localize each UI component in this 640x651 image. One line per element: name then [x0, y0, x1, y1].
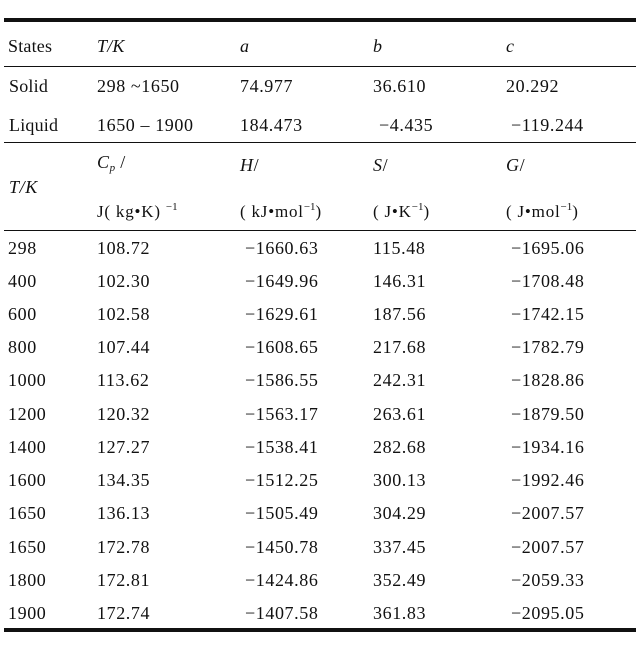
cell-h: −1450.78	[245, 537, 319, 557]
header-s: S/	[373, 155, 389, 175]
cell-h: −1629.61	[245, 304, 319, 324]
cell-g: −2095.05	[511, 603, 585, 623]
cell-h: −1586.55	[245, 370, 319, 390]
cell-g: −1828.86	[511, 370, 585, 390]
cell-h: −1563.17	[245, 404, 319, 424]
cell-s: 146.31	[373, 271, 427, 291]
b-liquid: −4.435	[379, 115, 434, 135]
cell-cp: 108.72	[97, 238, 151, 258]
cell-cp: 102.30	[97, 271, 151, 291]
table-top-rule	[4, 18, 636, 22]
cell-g: −1708.48	[511, 271, 585, 291]
header-b: b	[373, 36, 383, 56]
cell-h: −1407.58	[245, 603, 319, 623]
cell-g: −1742.15	[511, 304, 585, 324]
range-liquid: 1650 – 1900	[97, 115, 194, 135]
cell-s: 304.29	[373, 503, 427, 523]
cell-t: 600	[8, 304, 37, 324]
header-s-unit: ( $J•K^{-1}$)	[373, 201, 430, 221]
cell-g: −1992.46	[511, 470, 585, 490]
cell-t: 1800	[8, 570, 47, 590]
table-bottom-rule	[4, 628, 636, 632]
b-solid: 36.610	[373, 76, 427, 96]
header-t: T/K	[9, 177, 38, 197]
header-divider	[4, 66, 636, 67]
cell-cp: 113.62	[97, 370, 150, 390]
cell-g: −1782.79	[511, 337, 585, 357]
cell-h: −1608.65	[245, 337, 319, 357]
state-solid: Solid	[9, 76, 49, 96]
a-solid: 74.977	[240, 76, 294, 96]
header-temperature: T/K	[97, 36, 125, 56]
header-c: c	[506, 36, 515, 56]
cell-cp: 107.44	[97, 337, 151, 357]
cell-s: 115.48	[373, 238, 426, 258]
cell-t: 1650	[8, 537, 47, 557]
c-solid: 20.292	[506, 76, 560, 96]
cell-t: 1400	[8, 437, 47, 457]
cell-t: 1900	[8, 603, 47, 623]
cell-cp: 134.35	[97, 470, 151, 490]
cell-cp: 127.27	[97, 437, 151, 457]
cell-t: 1200	[8, 404, 47, 424]
cell-h: −1649.96	[245, 271, 319, 291]
header-g-unit: ( J•mol$^{-1}$)	[506, 201, 579, 221]
header-states: States	[8, 36, 53, 56]
cell-g: −1879.50	[511, 404, 585, 424]
cell-g: −1934.16	[511, 437, 585, 457]
header-cp: $C_p$ /	[97, 152, 126, 174]
cell-h: −1512.25	[245, 470, 319, 490]
a-liquid: 184.473	[240, 115, 303, 135]
cell-h: −1660.63	[245, 238, 319, 258]
cell-s: 282.68	[373, 437, 427, 457]
cell-g: −1695.06	[511, 238, 585, 258]
cell-t: 1000	[8, 370, 47, 390]
cell-t: 298	[8, 238, 37, 258]
cell-t: 1600	[8, 470, 47, 490]
cell-s: 263.61	[373, 404, 427, 424]
header-h: H/	[240, 155, 260, 175]
range-solid: 298 ~1650	[97, 76, 180, 96]
cell-cp: 102.58	[97, 304, 151, 324]
cell-t: 1650	[8, 503, 47, 523]
cell-cp: 136.13	[97, 503, 151, 523]
cell-h: −1424.86	[245, 570, 319, 590]
cell-cp: 172.81	[97, 570, 151, 590]
cell-cp: 172.74	[97, 603, 151, 623]
cell-s: 361.83	[373, 603, 427, 623]
cell-cp: 120.32	[97, 404, 151, 424]
header-cp-unit: J( kg•K) $^{-1}$	[97, 201, 178, 221]
header-g: G/	[506, 155, 526, 175]
header-divider-2	[4, 230, 636, 231]
cell-t: 400	[8, 271, 37, 291]
header-a: a	[240, 36, 250, 56]
state-liquid: Liquid	[9, 115, 59, 135]
section-divider	[4, 142, 636, 143]
cell-s: 217.68	[373, 337, 427, 357]
cell-h: −1538.41	[245, 437, 319, 457]
cell-g: −2007.57	[511, 537, 585, 557]
cell-s: 187.56	[373, 304, 427, 324]
cell-s: 337.45	[373, 537, 427, 557]
c-liquid: −119.244	[511, 115, 584, 135]
cell-t: 800	[8, 337, 37, 357]
cell-g: −2059.33	[511, 570, 585, 590]
cell-g: −2007.57	[511, 503, 585, 523]
cell-s: 242.31	[373, 370, 427, 390]
cell-s: 300.13	[373, 470, 427, 490]
cell-h: −1505.49	[245, 503, 319, 523]
cell-s: 352.49	[373, 570, 427, 590]
header-h-unit: ( kJ•mol$^{-1}$)	[240, 201, 323, 221]
cell-cp: 172.78	[97, 537, 151, 557]
